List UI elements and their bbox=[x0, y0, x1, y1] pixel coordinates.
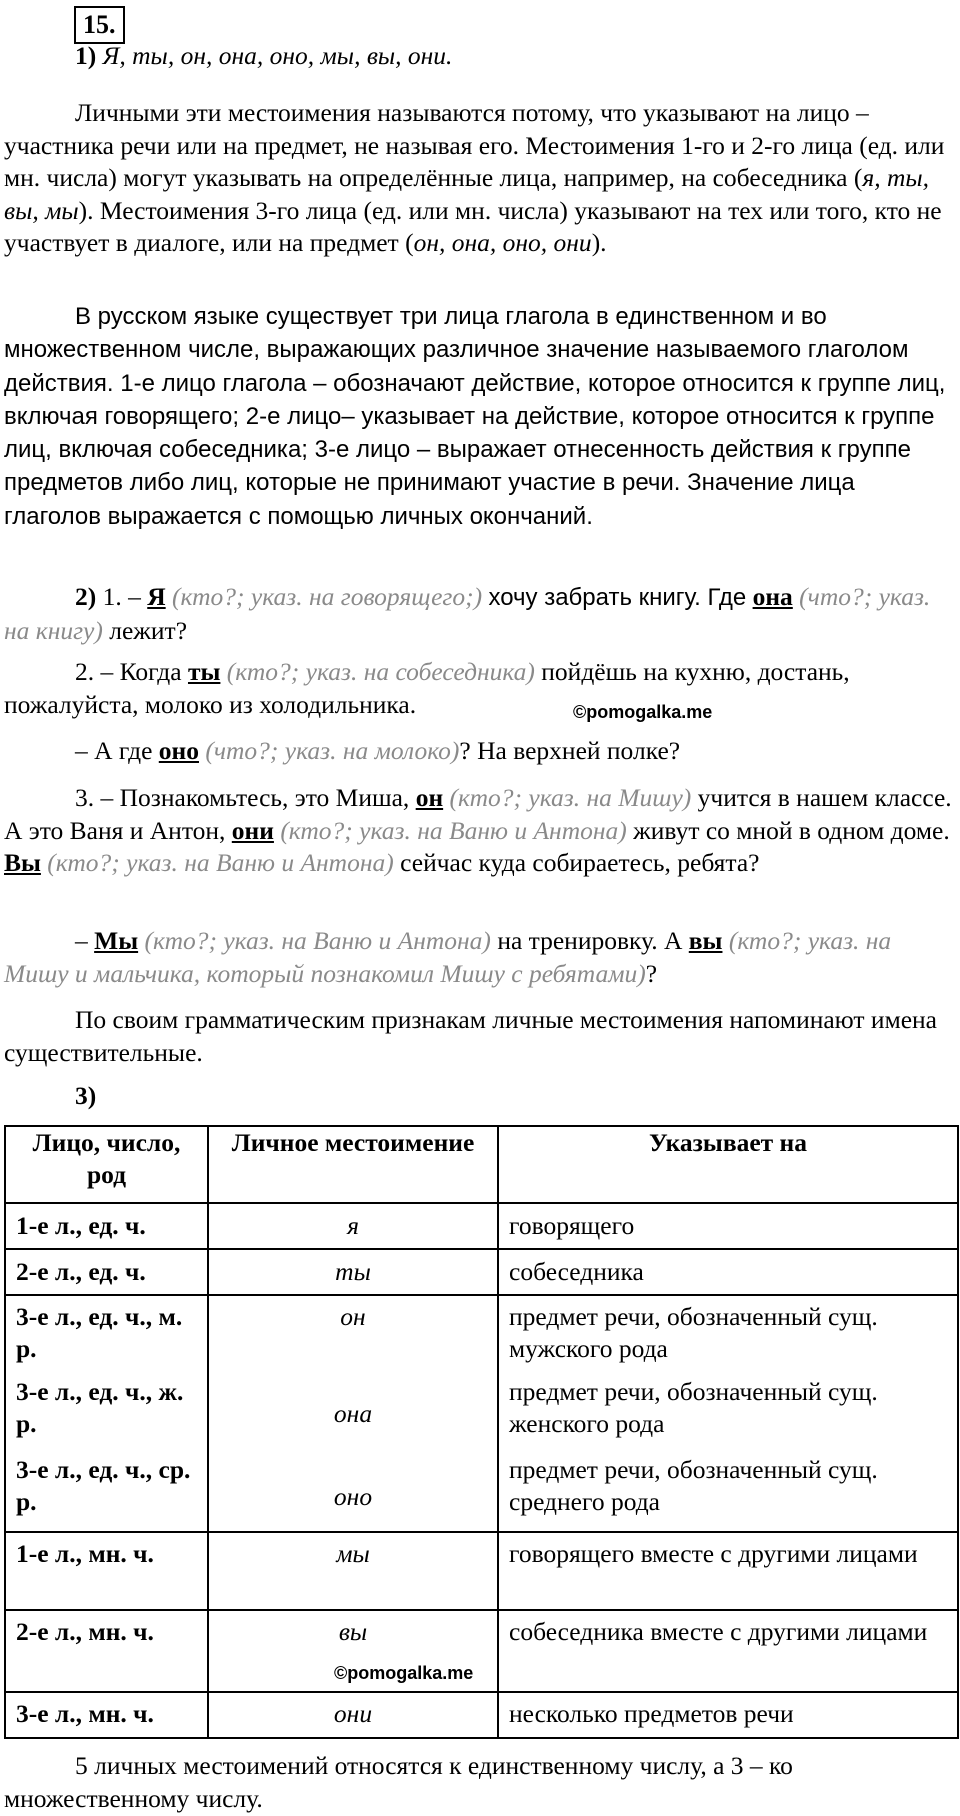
cell-form: 3-е л., ед. ч., ср. р. bbox=[5, 1451, 208, 1532]
cell-form: 3-е л., ед. ч., м. р. bbox=[5, 1295, 208, 1373]
pronoun-note: (кто?; указ. на собеседника) bbox=[226, 657, 535, 686]
text: пойдёшь на кухню, достань, пожалуйста, молоко из холодильника. bbox=[4, 657, 850, 719]
table-header: Указывает на bbox=[498, 1126, 958, 1203]
cell-points-to: предмет речи, обозначенный сущ. среднего рода bbox=[498, 1451, 958, 1532]
cell-form: 2-е л., мн. ч. bbox=[5, 1610, 208, 1692]
pronoun-note: (кто?; указ. на Мишу и мальчика, который познакомил Мишу с ребятами) bbox=[4, 926, 892, 988]
para1-text-3: ). bbox=[591, 228, 607, 257]
paragraph-2: В русском языке существует три лица глагола в единственном и во множественном числе, выражающих различное значение называемого глаголом действия. 1-е лицо глагола – обозначают действие, которое относится к группе лиц, включая говорящего; 2-е лицо– указывает на действие, которое относится к группе лиц, включая собеседника; 3-е лицо – выражает отнесенность действия к группе предметов либо лиц, которые не принимают участие в речи. Значение лица глаголов выражается с помощью личных окончаний. bbox=[4, 303, 946, 530]
cell-form: 2-е л., ед. ч. bbox=[5, 1249, 208, 1295]
cell-pronoun: ты bbox=[208, 1249, 498, 1295]
text: живут со мной в одном доме. bbox=[633, 815, 950, 845]
pronoun-highlight: они bbox=[231, 815, 274, 845]
pronoun-note: (кто?; указ. на Ваню и Антона) bbox=[47, 848, 394, 877]
text: учится в нашем классе. А это Ваня и Антон, bbox=[4, 783, 952, 845]
text: 2. – Когда bbox=[75, 657, 182, 686]
text: на тренировку. А bbox=[497, 926, 683, 955]
para1-italic-2: он, она, оно, они bbox=[413, 228, 592, 257]
pronoun-highlight: она bbox=[752, 582, 793, 611]
table-row bbox=[5, 1692, 958, 1738]
pronoun-list: Я, ты, он, она, оно, мы, вы, они. bbox=[102, 41, 453, 70]
cell-pronoun: я bbox=[208, 1203, 498, 1249]
example-1 bbox=[4, 581, 956, 647]
para1-text-2: ). Местоимения 3-го лица (ед. или мн. числа) указывают на тех или того, кто не участвует в диалоге, или на предмет ( bbox=[4, 195, 942, 257]
para1-text-1: Личными эти местоимения называются потому, что указывают на лицо – участника речи или на предмет, не называя его. Местоимения 1-го и 2-го лица (ед. или мн. числа) могут указывать на определённые лица, например, на собеседника ( bbox=[4, 98, 945, 192]
cell-points-to: собеседника вместе с другими лицами bbox=[498, 1610, 958, 1692]
cell-points-to: говорящего вместе с другими лицами bbox=[498, 1532, 958, 1610]
table-row bbox=[5, 1203, 958, 1249]
table-row bbox=[5, 1295, 958, 1373]
table-row bbox=[5, 1373, 958, 1451]
part1-marker: 1) bbox=[75, 41, 97, 70]
pronoun-highlight: вы bbox=[688, 926, 723, 955]
part1-line bbox=[4, 40, 956, 73]
paragraph-1 bbox=[4, 97, 956, 260]
cell-pronoun: мы bbox=[208, 1532, 498, 1610]
paragraph-3: По своим грамматическим признакам личные местоимения напоминают имена существительные. bbox=[4, 1005, 937, 1067]
text: – А где bbox=[75, 736, 153, 765]
table-header: Лицо, число, род bbox=[5, 1126, 208, 1203]
table-row bbox=[5, 1249, 958, 1295]
cell-pronoun: оно bbox=[208, 1451, 498, 1532]
cell-pronoun: она bbox=[208, 1373, 498, 1451]
table-header: Личное местоимение bbox=[208, 1126, 498, 1203]
pronoun-table bbox=[4, 1125, 959, 1739]
cell-form: 1-е л., ед. ч. bbox=[5, 1203, 208, 1249]
pronoun-highlight: Мы bbox=[94, 926, 139, 955]
example-3 bbox=[4, 735, 956, 768]
watermark: ©pomogalka.me bbox=[573, 702, 713, 722]
pronoun-highlight: оно bbox=[158, 736, 199, 765]
pronoun-note: (что?; указ. на книгу) bbox=[4, 582, 931, 645]
cell-points-to: предмет речи, обозначенный сущ. мужского рода bbox=[498, 1295, 958, 1373]
pronoun-highlight: он bbox=[415, 783, 444, 812]
part2-marker: 2) bbox=[75, 582, 97, 611]
example-2 bbox=[4, 656, 956, 721]
cell-form: 3-е л., ед. ч., ж. р. bbox=[5, 1373, 208, 1451]
text: ? На верхней полке? bbox=[459, 736, 681, 765]
text: 3. – Познакомьтесь, это Миша, bbox=[75, 783, 410, 812]
example-4 bbox=[4, 782, 956, 880]
text: лежит? bbox=[109, 615, 188, 645]
pronoun-note: (кто?; указ. на говорящего;) bbox=[172, 582, 483, 611]
pronoun-note: (кто?; указ. на Ваню и Антона) bbox=[144, 926, 491, 955]
cell-form: 1-е л., мн. ч. bbox=[5, 1532, 208, 1610]
cell-points-to: собеседника bbox=[498, 1249, 958, 1295]
pronoun-note: (что?; указ. на молоко) bbox=[205, 736, 460, 765]
table-row bbox=[5, 1532, 958, 1610]
part3-marker: 3) bbox=[75, 1081, 97, 1110]
cell-points-to: несколько предметов речи bbox=[498, 1692, 958, 1738]
cell-pronoun bbox=[208, 1610, 498, 1692]
pronoun-note: (кто?; указ. на Мишу) bbox=[449, 783, 692, 812]
cell-points-to: говорящего bbox=[498, 1203, 958, 1249]
example-5 bbox=[4, 925, 956, 990]
pronoun-highlight: ты bbox=[187, 657, 221, 686]
task-number: 15. bbox=[74, 6, 125, 44]
cell-pronoun: они bbox=[208, 1692, 498, 1738]
cell-form: 3-е л., мн. ч. bbox=[5, 1692, 208, 1738]
para1-italic-1: я, ты, вы, мы bbox=[4, 163, 930, 225]
pronoun-highlight: Я bbox=[147, 582, 166, 611]
pronoun-note: (кто?; указ. на Ваню и Антона) bbox=[280, 815, 627, 845]
paragraph-4: 5 личных местоимений относятся к единственному числу, а 3 – ко множественному числу. bbox=[4, 1751, 793, 1813]
cell-pronoun: он bbox=[208, 1295, 498, 1373]
cell-points-to: предмет речи, обозначенный сущ. женского рода bbox=[498, 1373, 958, 1451]
table-header-row bbox=[5, 1126, 958, 1203]
table-row bbox=[5, 1610, 958, 1692]
table-watermark: ©pomogalka.me bbox=[334, 1663, 474, 1683]
text: ? bbox=[645, 958, 658, 988]
pronoun-highlight: Вы bbox=[4, 848, 41, 877]
text: хочу забрать книгу. Где bbox=[488, 584, 747, 611]
text: сейчас куда собираетесь, ребята? bbox=[400, 848, 760, 877]
text: – bbox=[75, 926, 88, 955]
table-row bbox=[5, 1451, 958, 1532]
cell-pronoun-text: вы bbox=[338, 1617, 368, 1646]
text: 1. – bbox=[102, 582, 141, 611]
